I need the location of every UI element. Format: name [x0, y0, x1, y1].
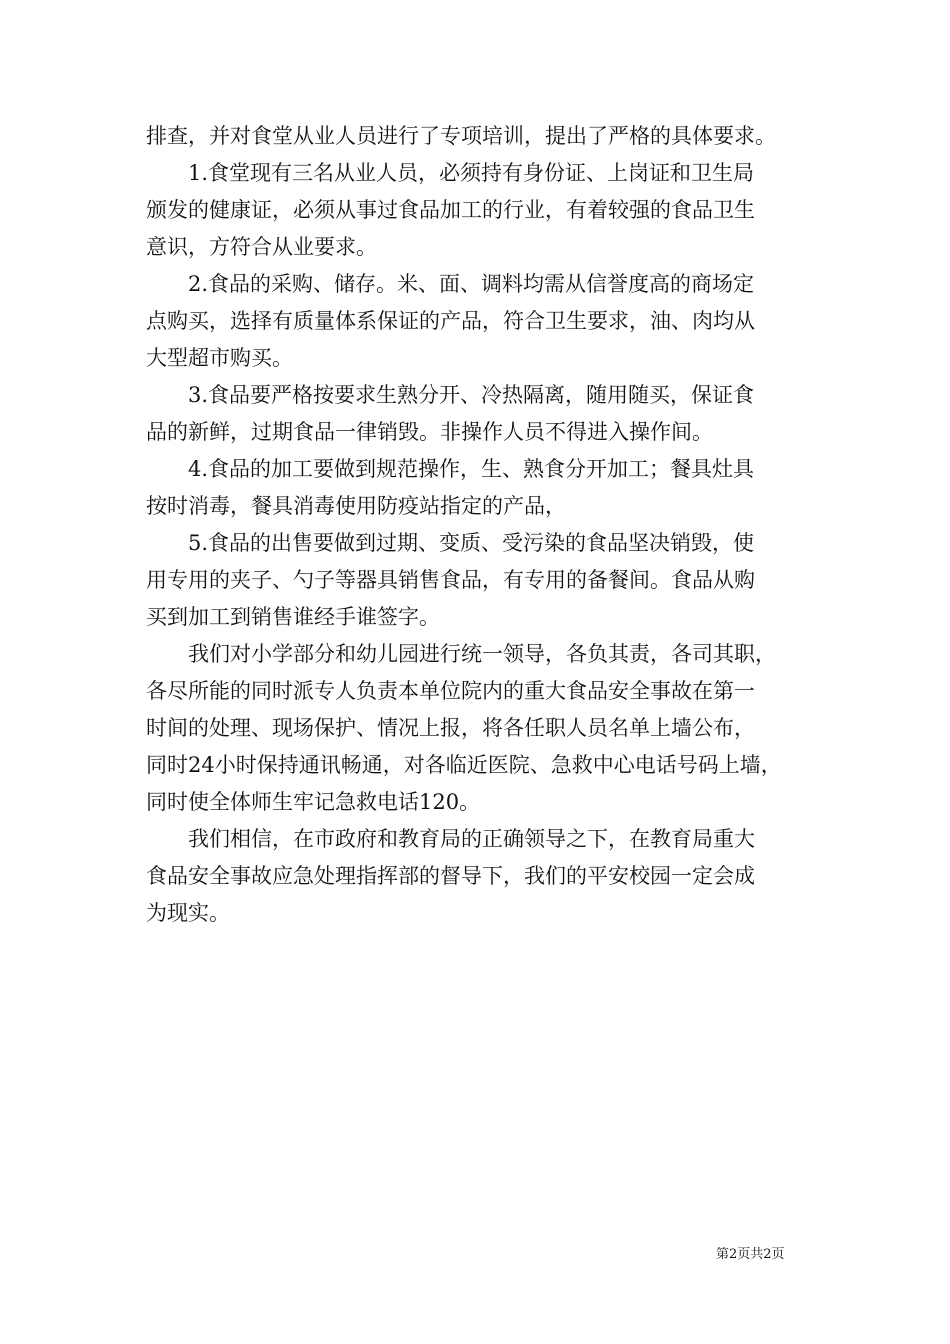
text-line: 5.食品的出售要做到过期、变质、受污染的食品坚决销毁，使: [146, 531, 755, 555]
text-line: 用专用的夹子、勺子等器具销售食品，有专用的备餐间。食品从购: [146, 568, 755, 592]
text-line: 意识，方符合从业要求。: [146, 235, 377, 259]
text-line: 1.食堂现有三名从业人员，必须持有身份证、上岗证和卫生局: [146, 161, 755, 185]
text-line: 3.食品要严格按要求生熟分开、冷热隔离，随用随买，保证食: [146, 383, 755, 407]
text-line: 4.食品的加工要做到规范操作，生、熟食分开加工；餐具灶具: [146, 457, 755, 481]
text-line: 按时消毒，餐具消毒使用防疫站指定的产品，: [146, 494, 566, 518]
text-line: 时间的处理、现场保护、情况上报，将各任职人员名单上墙公布，: [146, 716, 755, 740]
text-line: 排查，并对食堂从业人员进行了专项培训，提出了严格的具体要求。: [146, 124, 776, 148]
text-line: 点购买，选择有质量体系保证的产品，符合卫生要求，油、肉均从: [146, 309, 755, 333]
text-line: 颁发的健康证，必须从事过食品加工的行业，有着较强的食品卫生: [146, 198, 755, 222]
text-line: 同时24小时保持通讯畅通，对各临近医院、急救中心电话号码上墙，: [146, 753, 782, 777]
text-line: 买到加工到销售谁经手谁签字。: [146, 605, 440, 629]
text-line: 我们对小学部分和幼儿园进行统一领导，各负其责，各司其职，: [146, 642, 776, 666]
text-line: 各尽所能的同时派专人负责本单位院内的重大食品安全事故在第一: [146, 679, 755, 703]
page-number-footer: 第2页共2页: [716, 1247, 785, 1262]
body-text: [146, 118, 816, 932]
text-line: 为现实。: [146, 901, 230, 925]
text-line: 2.食品的采购、储存。米、面、调料均需从信誉度高的商场定: [146, 272, 755, 296]
text-line: 品的新鲜，过期食品一律销毁。非操作人员不得进入操作间。: [146, 420, 713, 444]
text-line: 我们相信，在市政府和教育局的正确领导之下，在教育局重大: [146, 827, 755, 851]
text-line: 食品安全事故应急处理指挥部的督导下，我们的平安校园一定会成: [146, 864, 755, 888]
text-line: 同时使全体师生牢记急救电话120。: [146, 790, 481, 814]
text-line: 大型超市购买。: [146, 346, 293, 370]
